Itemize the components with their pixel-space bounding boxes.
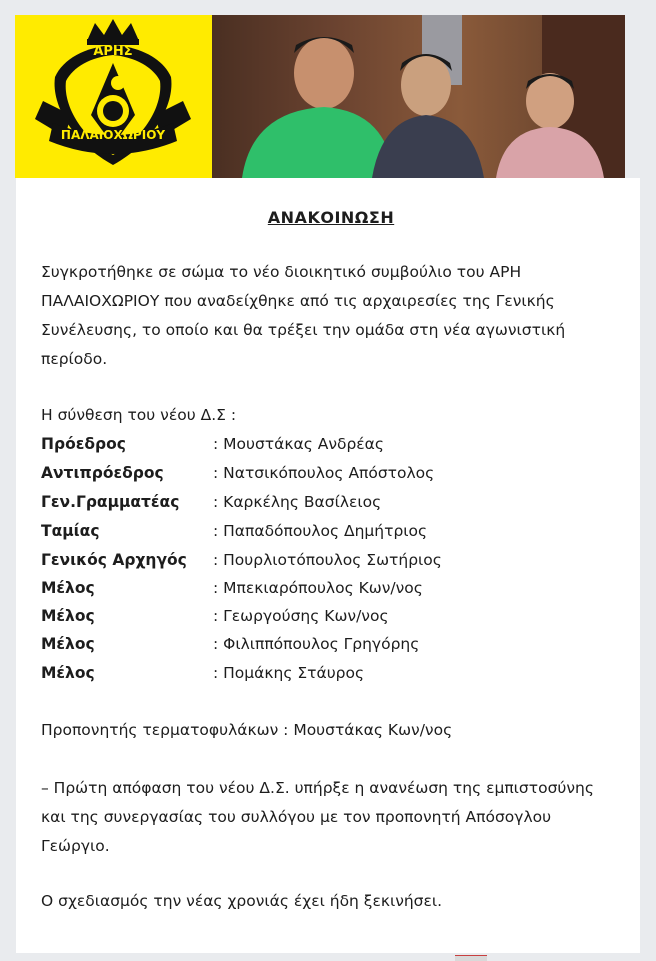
bottom-fragment	[455, 955, 487, 961]
board-member-name: : Νατσικόπουλος Απόστολος	[213, 464, 435, 482]
board-role: Μέλος	[41, 664, 95, 682]
intro-line: ΠΑΛΑΙΟΧΩΡΙΟΥ που αναδείχθηκε από τις αρχαιρεσίες της Γενικής	[41, 292, 555, 310]
decision-line: – Πρώτη απόφαση του νέου Δ.Σ. υπήρξε η ανανέωση της εμπιστοσύνης	[41, 779, 594, 797]
intro-line: περίοδο.	[41, 350, 108, 368]
intro-line: Συνέλευσης, το οποίο και θα τρέξει την ομάδα στη νέα αγωνιστική	[41, 321, 566, 339]
board-role: Γενικός Αρχηγός	[41, 551, 187, 569]
team-photo	[212, 15, 625, 178]
intro-paragraph	[41, 258, 621, 374]
header-banner	[15, 15, 625, 178]
decision-line: και της συνεργασίας του συλλόγου με τον προπονητή Απόσογλου	[41, 808, 552, 826]
club-logo	[15, 15, 212, 178]
intro-line: Συγκροτήθηκε σε σώμα το νέο διοικητικό συμβούλιο του ΑΡΗ	[41, 263, 522, 281]
decision-paragraph	[41, 774, 651, 861]
board-role: Μέλος	[41, 635, 95, 653]
board-member-name: : Μπεκιαρόπουλος Κων/νος	[213, 579, 423, 597]
board-role: Ταμίας	[41, 522, 100, 540]
board-member-name: : Φιλιππόπουλος Γρηγόρης	[213, 635, 420, 653]
board-member-name: : Πομάκης Στάυρος	[213, 664, 365, 682]
goalkeeper-coach-line: Προπονητής τερματοφυλάκων : Μουστάκας Κων/νος	[41, 721, 453, 739]
board-role: Μέλος	[41, 579, 95, 597]
board-role: Αντιπρόεδρος	[41, 464, 164, 482]
board-member-name: : Πουρλιοτόπουλος Σωτήριος	[213, 551, 442, 569]
board-heading: Η σύνθεση του νέου Δ.Σ :	[41, 406, 237, 424]
board-role: Μέλος	[41, 607, 95, 625]
board-member-name: : Γεωργούσης Κων/νος	[213, 607, 389, 625]
board-role: Πρόεδρος	[41, 435, 126, 453]
logo-top-text: ΑΡΗΣ	[93, 44, 133, 59]
closing-line: Ο σχεδιασμός την νέας χρονιάς έχει ήδη ξεκινήσει.	[41, 892, 443, 910]
people-photo-icon	[212, 15, 625, 178]
announcement-card	[16, 178, 640, 953]
logo-ribbon-text: ΠΑΛΑΙΟΧΩΡΙΟΥ	[60, 128, 166, 142]
decision-line: Γεώργιο.	[41, 837, 110, 855]
board-member-name: : Καρκέλης Βασίλειος	[213, 493, 382, 511]
board-role: Γεν.Γραμματέας	[41, 493, 180, 511]
board-member-name: : Μουστάκας Ανδρέας	[213, 435, 384, 453]
announcement-title: ΑΝΑΚΟΙΝΩΣΗ	[267, 208, 395, 227]
board-member-name: : Παπαδόπουλος Δημήτριος	[213, 522, 428, 540]
